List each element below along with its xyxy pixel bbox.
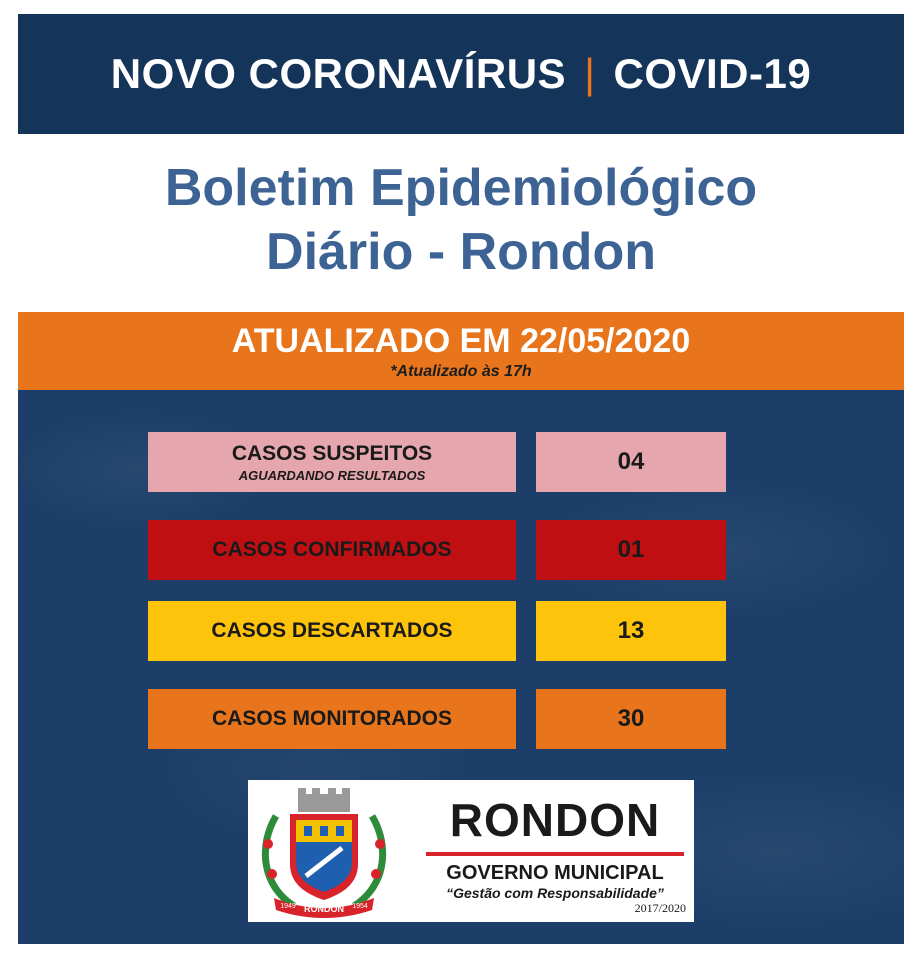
header-left-text: NOVO CORONAVÍRUS <box>110 50 567 97</box>
suspected-value: 04 <box>536 432 726 492</box>
row-confirmed <box>148 520 726 580</box>
monitored-label-box <box>148 689 516 749</box>
title-area <box>18 134 904 312</box>
government-label: GOVERNO MUNICIPAL <box>446 862 664 884</box>
monitored-value: 30 <box>536 689 726 749</box>
confirmed-value: 01 <box>536 520 726 580</box>
logo-text <box>420 796 690 916</box>
discarded-label: CASOS DESCARTADOS <box>211 619 453 642</box>
logo-divider <box>426 852 684 856</box>
crest-ribbon-text: RONDON <box>304 904 344 914</box>
row-discarded <box>148 601 726 661</box>
suspected-sublabel: AGUARDANDO RESULTADOS <box>238 467 426 483</box>
suspected-label: CASOS SUSPEITOS <box>231 441 433 465</box>
header-separator: | <box>584 50 596 97</box>
header-right-text: COVID-19 <box>613 50 812 97</box>
header-bar <box>18 14 904 134</box>
row-suspected <box>148 432 726 492</box>
crest-year-right: 1954 <box>352 903 368 910</box>
discarded-value: 13 <box>536 601 726 661</box>
row-monitored <box>148 689 726 749</box>
municipal-logo <box>248 780 694 922</box>
update-bar <box>18 312 904 390</box>
term-years: 2017/2020 <box>634 901 686 915</box>
confirmed-label-box <box>148 520 516 580</box>
motto: “Gestão com Responsabilidade” <box>446 885 664 901</box>
crest-year-left: 1949 <box>280 903 296 910</box>
coat-of-arms-icon <box>254 786 394 918</box>
discarded-label-box <box>148 601 516 661</box>
monitored-label: CASOS MONITORADOS <box>212 707 452 730</box>
city-name: RONDON <box>449 794 661 846</box>
suspected-label-box <box>148 432 516 492</box>
updated-time-note: *Atualizado às 17h <box>390 363 532 380</box>
title-line-1: Boletim Epidemiológico <box>164 159 758 217</box>
title-line-2: Diário - Rondon <box>266 223 656 281</box>
bulletin <box>18 14 904 944</box>
confirmed-label: CASOS CONFIRMADOS <box>212 538 452 561</box>
updated-date: ATUALIZADO EM 22/05/2020 <box>231 322 691 360</box>
